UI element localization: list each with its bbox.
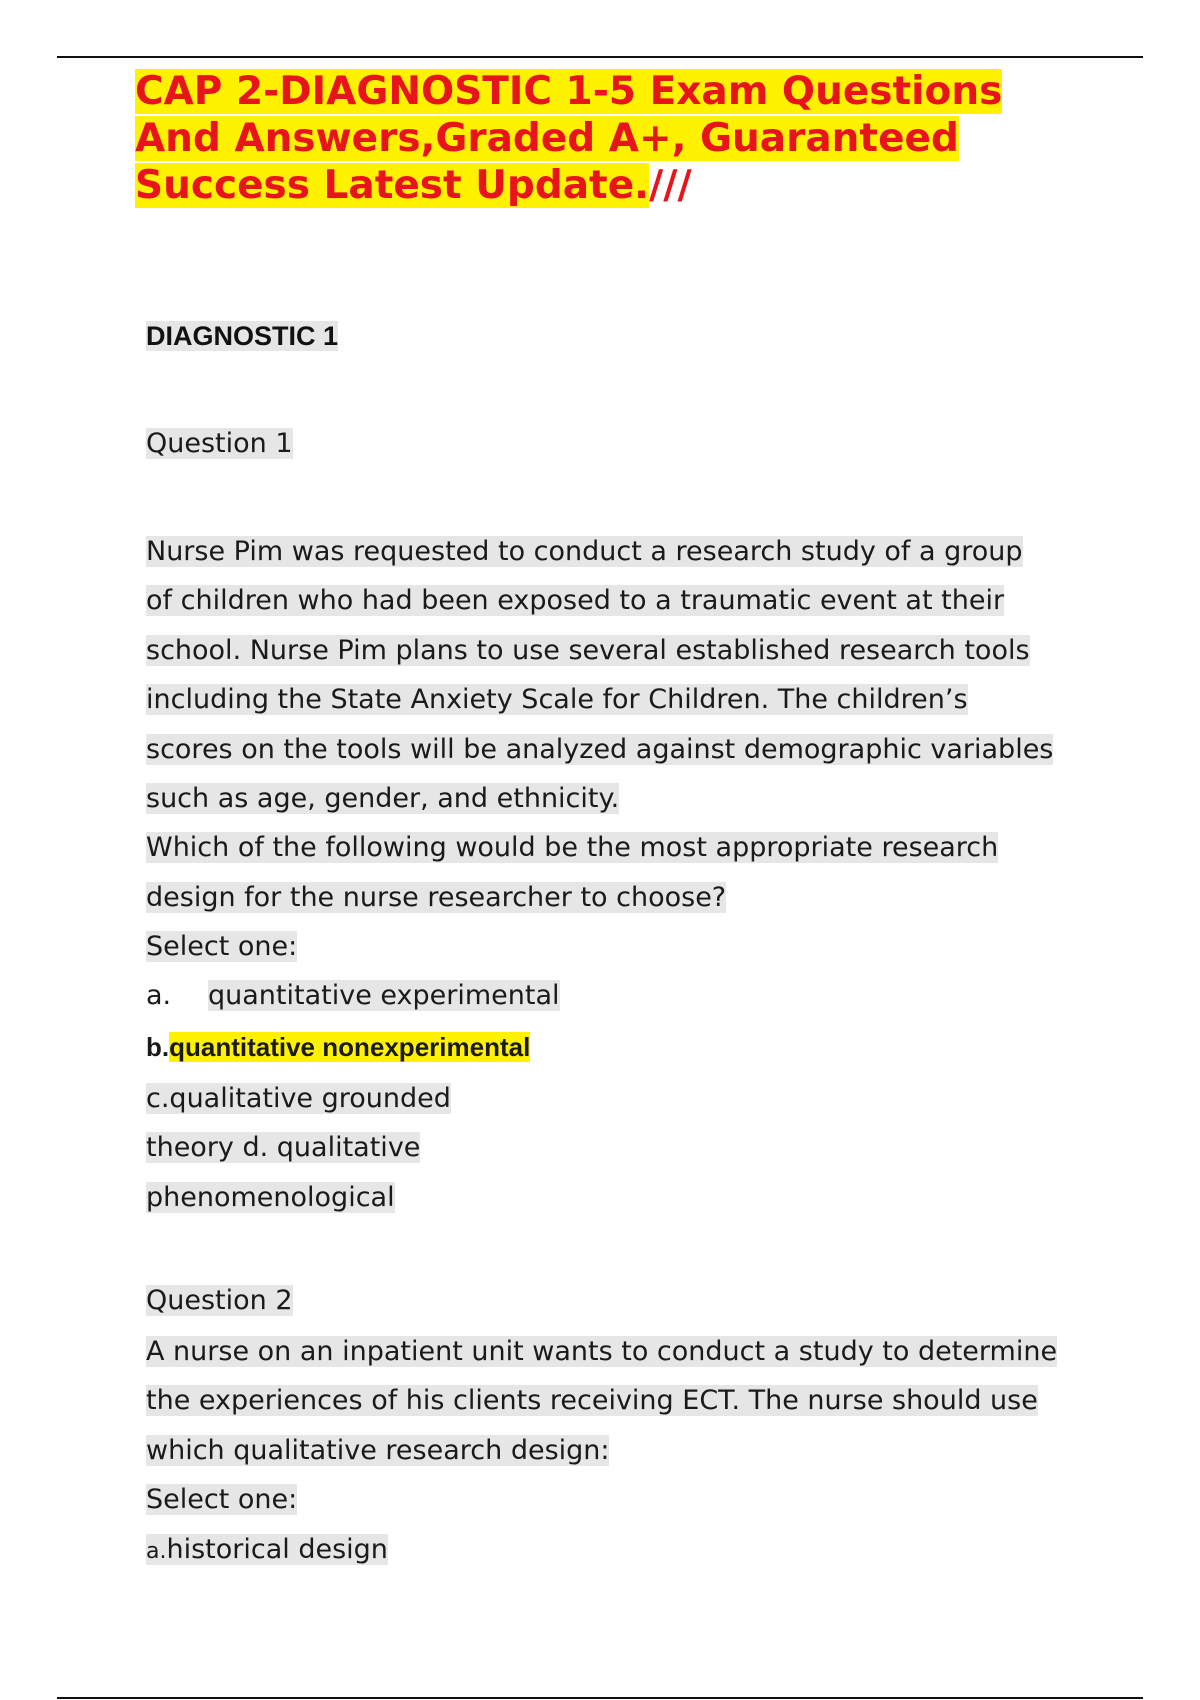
title-slashes: /// [648,163,692,208]
question-1-option-b-correct [146,1029,530,1065]
question-2-stem-line: the experiences of his clients receiving ECT. The nurse should use [146,1385,1038,1417]
question-1-options-c-d [146,1074,451,1222]
option-line: c.qualitative grounded [146,1083,451,1114]
question-2-label: Question 2 [146,1285,293,1316]
correct-answer-highlight: quantitative nonexperimental [169,1032,531,1062]
option-letter: b. [146,1032,170,1062]
question-1-stem-line: such as age, gender, and ethnicity. [146,783,620,815]
section-heading-text: DIAGNOSTIC 1 [146,321,339,351]
option-line: phenomenological [146,1181,395,1213]
option-letter: a. [146,980,172,1011]
section-heading [146,318,338,354]
question-1-stem-line: of children who had been exposed to a traumatic event at their [146,585,1005,617]
question-1-stem-line: scores on the tools will be analyzed against demographic variables [146,733,1054,765]
question-2-stem [146,1327,1106,1525]
top-rule [57,56,1143,58]
question-1-stem-line: design for the nurse researcher to choose? [146,881,727,913]
title-line-1: CAP 2-DIAGNOSTIC 1-5 Exam Questions [135,69,1003,114]
question-1-stem-line: Nurse Pim was requested to conduct a research study of a group [146,536,1023,567]
question-1-stem-line: school. Nurse Pim plans to use several established research tools [146,634,1030,666]
question-2-stem-line: which qualitative research design: [146,1434,610,1466]
document-title [135,68,1095,209]
question-2-select-one: Select one: [146,1484,298,1516]
title-line-2: And Answers,Graded A+, Guaranteed [135,116,959,161]
question-1-stem [146,527,1106,972]
question-1-label: Question 1 [146,428,293,459]
option-text: quantitative experimental [208,980,560,1011]
title-line-3: Success Latest Update. [135,163,649,208]
option-text: historical design [166,1534,388,1565]
question-1-select-one: Select one: [146,931,298,963]
option-line: theory d. qualitative [146,1132,421,1164]
bottom-rule [57,1697,1143,1699]
question-1-option-a [146,978,560,1014]
question-2-option-a [146,1532,388,1570]
question-1-stem-line: including the State Anxiety Scale for Children. The children’s [146,684,968,716]
question-2-stem-line: A nurse on an inpatient unit wants to conduct a study to determine [146,1336,1058,1367]
option-letter: a. [146,1539,167,1564]
question-1-stem-line: Which of the following would be the most appropriate research [146,832,999,864]
